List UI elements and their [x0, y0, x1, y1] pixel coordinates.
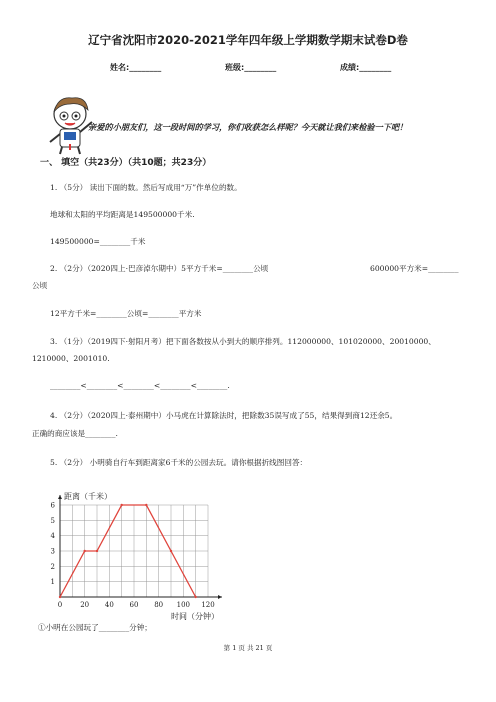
question-3-answer: ________<________<________<________<________. — [50, 381, 230, 390]
x-tick-label: 100 — [176, 601, 191, 609]
y-tick-label: 4 — [50, 532, 55, 541]
question-2-cont: 公顷 — [32, 281, 48, 290]
question-1-text: 地球和太阳的平均距离是149500000千米. — [50, 210, 195, 219]
y-axis-arrow — [58, 495, 62, 499]
data-point — [83, 550, 85, 552]
x-tick-label: 120 — [201, 601, 215, 609]
x-tick-label: 0 — [57, 601, 63, 609]
page-title: 辽宁省沈阳市2020-2021学年四年级上学期数学期末试卷D卷 — [88, 33, 408, 47]
distance-time-chart — [38, 485, 238, 621]
intro-text: 亲爱的小朋友们，这一段时间的学习，你们收获怎么样呢？今天就让我们来检验一下吧！ — [88, 122, 408, 132]
name-field-label: 姓名:________ — [110, 63, 162, 72]
x-axis-label: 时间（分钟） — [171, 612, 219, 621]
question-2-part-b: 600000平方米=________ — [370, 264, 459, 273]
y-tick-label: 1 — [50, 578, 55, 587]
question-5: 5. （2分） 小明骑自行车到距离家6千米的公园去玩。请你根据折线图回答： — [50, 458, 308, 467]
x-tick-label: 20 — [80, 601, 90, 609]
y-tick-label: 6 — [50, 501, 55, 510]
question-3-cont: 1210000、2001010. — [32, 354, 110, 363]
data-point — [194, 596, 196, 598]
section-heading: 一、 填空（共23分）（共10题；共23分） — [40, 158, 212, 168]
x-tick-label: 80 — [154, 601, 164, 609]
question-4-cont: 正确的商应该是________. — [32, 429, 118, 438]
y-axis-label: 距离（千米） — [64, 492, 112, 501]
y-tick-label: 5 — [50, 516, 55, 525]
data-point — [145, 504, 147, 506]
question-2: 2. （2分）（2020四上·巴彦淖尔期中）5平方千米=________公顷 — [50, 264, 269, 273]
class-field-label: 班级:________ — [225, 63, 277, 72]
y-tick-label: 3 — [50, 547, 55, 556]
x-tick-label: 60 — [129, 601, 139, 609]
question-1-answer: 149500000=________千米 — [50, 237, 146, 246]
page-footer: 第 1 页 共 21 页 — [223, 644, 273, 652]
data-point — [96, 550, 98, 552]
data-point — [170, 550, 172, 552]
question-1: 1. （5分） 读出下面的数。然后写成用“万”作单位的数。 — [50, 183, 242, 192]
x-tick-label: 40 — [104, 601, 114, 609]
question-3: 3. （1分）（2019四下·射阳月考）把下面各数按从小到大的顺序排列。112000000、101020000、20010000、 — [50, 337, 436, 346]
x-axis-arrow — [218, 595, 222, 599]
data-point — [59, 596, 61, 598]
question-2-line2: 12平方千米=________公顷=________平方米 — [50, 309, 202, 318]
question-5-sub1: ①小明在公园玩了________分钟； — [38, 623, 152, 632]
data-point — [120, 504, 122, 506]
y-tick-label: 2 — [50, 562, 55, 571]
question-4: 4. （2分）（2020四上·泰州期中）小马虎在计算除法时，把除数35误写成了55，结果得到商12还余5。 — [50, 411, 398, 420]
score-field-label: 成绩:________ — [340, 63, 392, 72]
